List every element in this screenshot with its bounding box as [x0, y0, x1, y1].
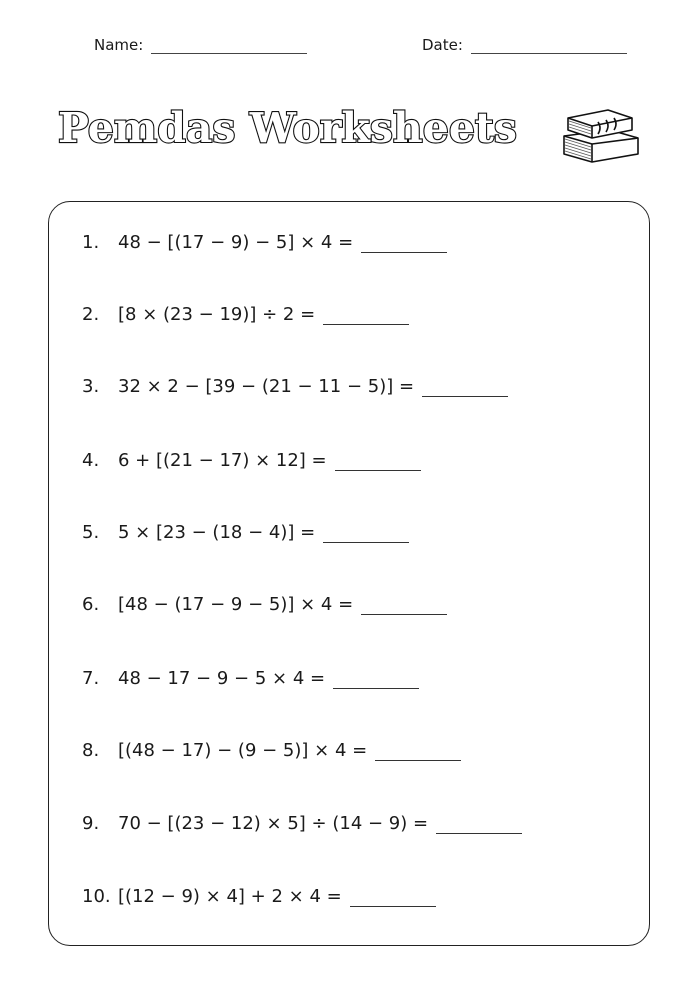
date-input-line[interactable] [471, 39, 627, 54]
problem-number: 4. [82, 450, 100, 471]
answer-line[interactable] [323, 526, 409, 543]
problem-expression: 32 × 2 − [39 − (21 − 11 − 5)] = [118, 376, 415, 397]
problem-number: 1. [82, 232, 100, 253]
problem-expression: [(12 − 9) × 4] + 2 × 4 = [118, 886, 342, 907]
title-text: Pemdas Worksheets [58, 104, 517, 152]
name-input-line[interactable] [151, 39, 307, 54]
problem-2 [82, 304, 409, 325]
problem-5 [82, 522, 409, 543]
answer-line[interactable] [436, 817, 522, 834]
problem-expression: 6 + [(21 − 17) × 12] = [118, 450, 327, 471]
problem-1 [82, 232, 447, 253]
problem-10 [82, 886, 436, 907]
date-field[interactable] [422, 36, 627, 54]
problem-expression: 48 − 17 − 9 − 5 × 4 = [118, 668, 326, 689]
books-icon [558, 100, 642, 166]
problem-6 [82, 594, 447, 615]
answer-line[interactable] [333, 672, 419, 689]
problem-number: 8. [82, 740, 100, 761]
problem-number: 7. [82, 668, 100, 689]
name-label: Name: [94, 36, 144, 54]
answer-line[interactable] [361, 598, 447, 615]
problem-expression: [8 × (23 − 19)] ÷ 2 = [118, 304, 316, 325]
problem-number: 9. [82, 813, 100, 834]
answer-line[interactable] [350, 890, 436, 907]
problem-9 [82, 813, 522, 834]
problem-number: 2. [82, 304, 100, 325]
answer-line[interactable] [361, 236, 447, 253]
problem-expression: [48 − (17 − 9 − 5)] × 4 = [118, 594, 354, 615]
answer-line[interactable] [335, 454, 421, 471]
name-field[interactable] [94, 36, 307, 54]
problem-number: 3. [82, 376, 100, 397]
date-label: Date: [422, 36, 463, 54]
problem-number: 6. [82, 594, 100, 615]
problem-number: 10. [82, 886, 111, 907]
answer-line[interactable] [323, 308, 409, 325]
problem-number: 5. [82, 522, 100, 543]
problem-7 [82, 668, 419, 689]
problem-8 [82, 740, 461, 761]
problem-expression: 5 × [23 − (18 − 4)] = [118, 522, 316, 543]
problem-3 [82, 376, 508, 397]
worksheet-title [58, 100, 658, 170]
problem-expression: [(48 − 17) − (9 − 5)] × 4 = [118, 740, 368, 761]
problem-expression: 70 − [(23 − 12) × 5] ÷ (14 − 9) = [118, 813, 429, 834]
problem-expression: 48 − [(17 − 9) − 5] × 4 = [118, 232, 354, 253]
answer-line[interactable] [375, 744, 461, 761]
problem-4 [82, 450, 421, 471]
answer-line[interactable] [422, 380, 508, 397]
